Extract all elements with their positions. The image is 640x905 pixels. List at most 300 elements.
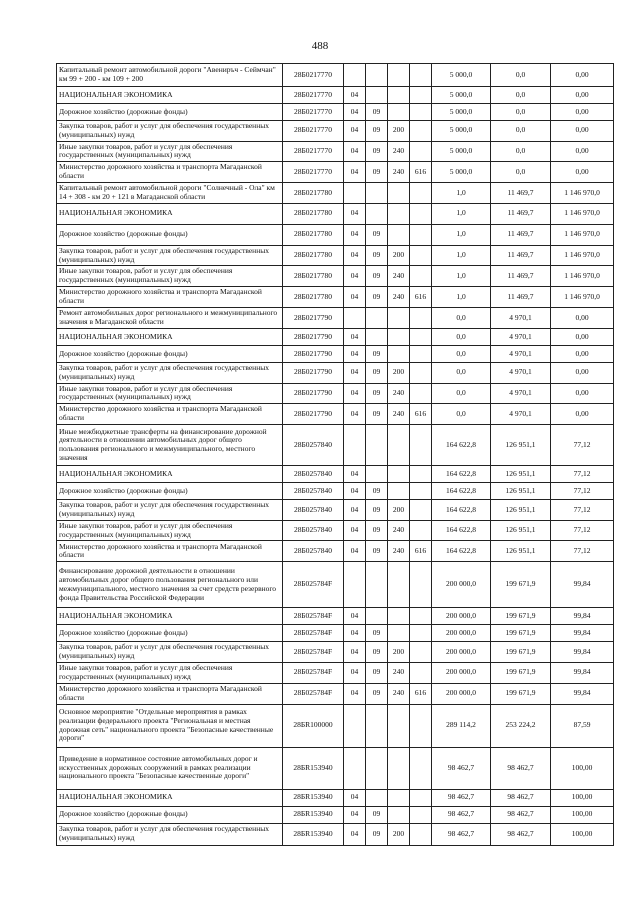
expense-type-cell: 240 [388, 404, 410, 425]
expense-type-cell [388, 87, 410, 104]
target-code-cell: 28БR153940 [283, 806, 344, 823]
actual-amount-cell: 126 951,1 [491, 425, 551, 466]
table-row [57, 642, 614, 663]
row-name-cell: Ремонт автомобильных дорог регионального и межмуниципального значения в Магаданской области [57, 307, 283, 328]
section-cell: 04 [344, 683, 366, 704]
actual-amount-cell: 11 469,7 [491, 203, 551, 224]
subsection-cell [366, 789, 388, 806]
table-row [57, 500, 614, 521]
admin-code-cell [410, 64, 432, 87]
plan-amount-cell: 98 462,7 [432, 747, 491, 789]
actual-amount-cell: 253 224,2 [491, 704, 551, 747]
subsection-cell: 09 [366, 345, 388, 362]
target-code-cell: 28Б0217770 [283, 141, 344, 162]
table-row [57, 104, 614, 121]
section-cell: 04 [344, 520, 366, 541]
subsection-cell: 09 [366, 141, 388, 162]
percent-cell: 77,12 [551, 466, 614, 483]
section-cell: 04 [344, 806, 366, 823]
budget-table-body [57, 64, 614, 846]
subsection-cell: 09 [366, 245, 388, 266]
target-code-cell: 28Б0257840 [283, 520, 344, 541]
row-name-cell: Капитальный ремонт автомобильной дороги "Солнечный - Ола" км 14 + 308 - км 20 + 121 в Магаданской области [57, 183, 283, 204]
section-cell [344, 562, 366, 608]
section-cell: 04 [344, 104, 366, 121]
actual-amount-cell: 11 469,7 [491, 286, 551, 307]
row-name-cell: НАЦИОНАЛЬНАЯ ЭКОНОМИКА [57, 466, 283, 483]
percent-cell: 99,84 [551, 608, 614, 625]
plan-amount-cell: 1,0 [432, 224, 491, 245]
admin-code-cell [410, 642, 432, 663]
expense-type-cell: 240 [388, 141, 410, 162]
section-cell: 04 [344, 404, 366, 425]
row-name-cell: НАЦИОНАЛЬНАЯ ЭКОНОМИКА [57, 608, 283, 625]
plan-amount-cell: 200 000,0 [432, 683, 491, 704]
expense-type-cell: 240 [388, 383, 410, 404]
actual-amount-cell: 199 671,9 [491, 642, 551, 663]
actual-amount-cell: 0,0 [491, 87, 551, 104]
row-name-cell: Министерство дорожного хозяйства и транспорта Магаданской области [57, 404, 283, 425]
table-row [57, 162, 614, 183]
table-row [57, 806, 614, 823]
plan-amount-cell: 5 000,0 [432, 141, 491, 162]
section-cell: 04 [344, 483, 366, 500]
percent-cell: 1 146 970,0 [551, 183, 614, 204]
row-name-cell: Иные закупки товаров, работ и услуг для обеспечения государственных (муниципальных) нужд [57, 662, 283, 683]
subsection-cell: 09 [366, 483, 388, 500]
percent-cell: 0,00 [551, 162, 614, 183]
row-name-cell: Дорожное хозяйство (дорожные фонды) [57, 625, 283, 642]
percent-cell: 0,00 [551, 383, 614, 404]
percent-cell: 1 146 970,0 [551, 203, 614, 224]
admin-code-cell [410, 328, 432, 345]
expense-type-cell [388, 224, 410, 245]
percent-cell: 1 146 970,0 [551, 266, 614, 287]
section-cell [344, 64, 366, 87]
target-code-cell: 28Б0217790 [283, 328, 344, 345]
expense-type-cell: 200 [388, 642, 410, 663]
row-name-cell: Иные закупки товаров, работ и услуг для обеспечения государственных (муниципальных) нужд [57, 520, 283, 541]
target-code-cell: 28Б025784F [283, 642, 344, 663]
admin-code-cell [410, 224, 432, 245]
table-row [57, 245, 614, 266]
target-code-cell: 28БR153940 [283, 789, 344, 806]
admin-code-cell [410, 203, 432, 224]
expense-type-cell: 240 [388, 266, 410, 287]
section-cell: 04 [344, 87, 366, 104]
subsection-cell [366, 203, 388, 224]
row-name-cell: Дорожное хозяйство (дорожные фонды) [57, 483, 283, 500]
actual-amount-cell: 4 970,1 [491, 404, 551, 425]
table-row [57, 328, 614, 345]
actual-amount-cell: 98 462,7 [491, 806, 551, 823]
percent-cell: 77,12 [551, 483, 614, 500]
plan-amount-cell: 0,0 [432, 383, 491, 404]
plan-amount-cell: 200 000,0 [432, 562, 491, 608]
percent-cell: 0,00 [551, 404, 614, 425]
admin-code-cell [410, 345, 432, 362]
row-name-cell: Министерство дорожного хозяйства и транспорта Магаданской области [57, 162, 283, 183]
percent-cell: 77,12 [551, 520, 614, 541]
admin-code-cell [410, 520, 432, 541]
admin-code-cell [410, 823, 432, 845]
plan-amount-cell: 164 622,8 [432, 500, 491, 521]
section-cell: 04 [344, 362, 366, 383]
target-code-cell: 28Б0217790 [283, 345, 344, 362]
plan-amount-cell: 164 622,8 [432, 520, 491, 541]
row-name-cell: Иные закупки товаров, работ и услуг для обеспечения государственных (муниципальных) нужд [57, 141, 283, 162]
plan-amount-cell: 98 462,7 [432, 806, 491, 823]
plan-amount-cell: 5 000,0 [432, 64, 491, 87]
admin-code-cell [410, 87, 432, 104]
admin-code-cell [410, 266, 432, 287]
expense-type-cell [388, 104, 410, 121]
target-code-cell: 28Б0257840 [283, 466, 344, 483]
admin-code-cell [410, 789, 432, 806]
actual-amount-cell: 98 462,7 [491, 747, 551, 789]
row-name-cell: НАЦИОНАЛЬНАЯ ЭКОНОМИКА [57, 789, 283, 806]
table-row [57, 747, 614, 789]
table-row [57, 224, 614, 245]
section-cell: 04 [344, 224, 366, 245]
section-cell: 04 [344, 266, 366, 287]
row-name-cell: Основное мероприятие "Отдельные мероприятия в рамках реализации федерального проекта "Региональная и местная дорожная сеть" национального проекта "Безопасные качественные дороги" [57, 704, 283, 747]
plan-amount-cell: 200 000,0 [432, 662, 491, 683]
percent-cell: 99,84 [551, 662, 614, 683]
section-cell: 04 [344, 383, 366, 404]
expense-type-cell [388, 328, 410, 345]
row-name-cell: Финансирование дорожной деятельности в отношении автомобильных дорог общего пользования регионального или межмуниципального, местного значения за счет средств резервного фонда Правительства Российской Федерации [57, 562, 283, 608]
percent-cell: 77,12 [551, 541, 614, 562]
percent-cell: 99,84 [551, 642, 614, 663]
row-name-cell: Министерство дорожного хозяйства и транспорта Магаданской области [57, 286, 283, 307]
percent-cell: 0,00 [551, 328, 614, 345]
page-number: 488 [311, 40, 329, 52]
target-code-cell: 28Б025784F [283, 683, 344, 704]
table-row [57, 425, 614, 466]
expense-type-cell: 240 [388, 683, 410, 704]
plan-amount-cell: 164 622,8 [432, 541, 491, 562]
target-code-cell: 28Б0217780 [283, 286, 344, 307]
percent-cell: 0,00 [551, 141, 614, 162]
table-row [57, 183, 614, 204]
target-code-cell: 28Б0257840 [283, 500, 344, 521]
percent-cell: 0,00 [551, 362, 614, 383]
expense-type-cell: 200 [388, 823, 410, 845]
section-cell: 04 [344, 500, 366, 521]
admin-code-cell [410, 104, 432, 121]
subsection-cell [366, 466, 388, 483]
expense-type-cell: 240 [388, 162, 410, 183]
section-cell: 04 [344, 642, 366, 663]
subsection-cell: 09 [366, 266, 388, 287]
admin-code-cell [410, 662, 432, 683]
subsection-cell: 09 [366, 362, 388, 383]
actual-amount-cell: 11 469,7 [491, 245, 551, 266]
subsection-cell [366, 307, 388, 328]
section-cell: 04 [344, 625, 366, 642]
plan-amount-cell: 200 000,0 [432, 625, 491, 642]
actual-amount-cell: 98 462,7 [491, 789, 551, 806]
actual-amount-cell: 199 671,9 [491, 683, 551, 704]
plan-amount-cell: 1,0 [432, 286, 491, 307]
section-cell: 04 [344, 789, 366, 806]
admin-code-cell [410, 500, 432, 521]
target-code-cell: 28Б025784F [283, 625, 344, 642]
subsection-cell [366, 87, 388, 104]
expense-type-cell [388, 806, 410, 823]
table-row [57, 541, 614, 562]
admin-code-cell [410, 362, 432, 383]
subsection-cell: 09 [366, 286, 388, 307]
expense-type-cell [388, 345, 410, 362]
row-name-cell: Министерство дорожного хозяйства и транспорта Магаданской области [57, 683, 283, 704]
expense-type-cell: 240 [388, 541, 410, 562]
plan-amount-cell: 5 000,0 [432, 121, 491, 142]
percent-cell: 0,00 [551, 345, 614, 362]
table-row [57, 520, 614, 541]
target-code-cell: 28Б0217770 [283, 162, 344, 183]
percent-cell: 100,00 [551, 823, 614, 845]
plan-amount-cell: 5 000,0 [432, 104, 491, 121]
target-code-cell: 28Б0217780 [283, 183, 344, 204]
target-code-cell: 28Б0217790 [283, 307, 344, 328]
expense-type-cell [388, 466, 410, 483]
expense-type-cell [388, 183, 410, 204]
plan-amount-cell: 200 000,0 [432, 642, 491, 663]
expense-type-cell [388, 747, 410, 789]
admin-code-cell [410, 307, 432, 328]
percent-cell: 1 146 970,0 [551, 224, 614, 245]
subsection-cell [366, 328, 388, 345]
section-cell: 04 [344, 286, 366, 307]
target-code-cell: 28Б0217790 [283, 404, 344, 425]
target-code-cell: 28Б0217770 [283, 64, 344, 87]
expense-type-cell [388, 704, 410, 747]
subsection-cell: 09 [366, 823, 388, 845]
target-code-cell: 28Б0217780 [283, 245, 344, 266]
target-code-cell: 28Б0217770 [283, 87, 344, 104]
target-code-cell: 28Б025784F [283, 562, 344, 608]
section-cell: 04 [344, 141, 366, 162]
actual-amount-cell: 199 671,9 [491, 662, 551, 683]
expense-type-cell [388, 483, 410, 500]
section-cell: 04 [344, 162, 366, 183]
table-row [57, 87, 614, 104]
subsection-cell: 09 [366, 383, 388, 404]
subsection-cell: 09 [366, 500, 388, 521]
table-row [57, 141, 614, 162]
admin-code-cell [410, 562, 432, 608]
percent-cell: 0,00 [551, 64, 614, 87]
table-row [57, 286, 614, 307]
expense-type-cell [388, 562, 410, 608]
expense-type-cell: 200 [388, 362, 410, 383]
table-row [57, 266, 614, 287]
section-cell: 04 [344, 662, 366, 683]
plan-amount-cell: 289 114,2 [432, 704, 491, 747]
subsection-cell [366, 425, 388, 466]
actual-amount-cell: 126 951,1 [491, 483, 551, 500]
expense-type-cell: 200 [388, 500, 410, 521]
section-cell [344, 747, 366, 789]
actual-amount-cell: 4 970,1 [491, 383, 551, 404]
actual-amount-cell: 0,0 [491, 121, 551, 142]
subsection-cell [366, 562, 388, 608]
admin-code-cell: 616 [410, 404, 432, 425]
actual-amount-cell: 4 970,1 [491, 345, 551, 362]
table-row [57, 704, 614, 747]
admin-code-cell [410, 625, 432, 642]
target-code-cell: 28Б0257840 [283, 483, 344, 500]
row-name-cell: Закупка товаров, работ и услуг для обеспечения государственных (муниципальных) нужд [57, 823, 283, 845]
section-cell: 04 [344, 328, 366, 345]
admin-code-cell: 616 [410, 162, 432, 183]
percent-cell: 77,12 [551, 500, 614, 521]
percent-cell: 0,00 [551, 121, 614, 142]
plan-amount-cell: 0,0 [432, 345, 491, 362]
plan-amount-cell: 200 000,0 [432, 608, 491, 625]
row-name-cell: Дорожное хозяйство (дорожные фонды) [57, 104, 283, 121]
admin-code-cell [410, 121, 432, 142]
row-name-cell: Закупка товаров, работ и услуг для обеспечения государственных (муниципальных) нужд [57, 500, 283, 521]
plan-amount-cell: 164 622,8 [432, 425, 491, 466]
percent-cell: 87,59 [551, 704, 614, 747]
row-name-cell: НАЦИОНАЛЬНАЯ ЭКОНОМИКА [57, 203, 283, 224]
plan-amount-cell: 98 462,7 [432, 823, 491, 845]
table-row [57, 562, 614, 608]
row-name-cell: Закупка товаров, работ и услуг для обеспечения государственных (муниципальных) нужд [57, 245, 283, 266]
admin-code-cell [410, 141, 432, 162]
plan-amount-cell: 164 622,8 [432, 483, 491, 500]
admin-code-cell [410, 608, 432, 625]
table-row [57, 823, 614, 845]
admin-code-cell [410, 747, 432, 789]
row-name-cell: Иные закупки товаров, работ и услуг для обеспечения государственных (муниципальных) нужд [57, 266, 283, 287]
row-name-cell: Иные межбюджетные трансферты на финансирование дорожной деятельности в отношении автомобильных дорог общего пользования регионального и межмуниципального, местного значения [57, 425, 283, 466]
target-code-cell: 28Б0217770 [283, 121, 344, 142]
subsection-cell [366, 183, 388, 204]
section-cell: 04 [344, 203, 366, 224]
expense-type-cell: 200 [388, 245, 410, 266]
expense-type-cell: 240 [388, 520, 410, 541]
row-name-cell: Иные закупки товаров, работ и услуг для обеспечения государственных (муниципальных) нужд [57, 383, 283, 404]
plan-amount-cell: 0,0 [432, 404, 491, 425]
section-cell: 04 [344, 541, 366, 562]
plan-amount-cell: 98 462,7 [432, 789, 491, 806]
target-code-cell: 28Б025784F [283, 608, 344, 625]
subsection-cell: 09 [366, 520, 388, 541]
actual-amount-cell: 98 462,7 [491, 823, 551, 845]
subsection-cell: 09 [366, 224, 388, 245]
subsection-cell: 09 [366, 121, 388, 142]
percent-cell: 0,00 [551, 104, 614, 121]
subsection-cell: 09 [366, 642, 388, 663]
section-cell [344, 183, 366, 204]
row-name-cell: Дорожное хозяйство (дорожные фонды) [57, 224, 283, 245]
plan-amount-cell: 1,0 [432, 203, 491, 224]
percent-cell: 1 146 970,0 [551, 286, 614, 307]
expense-type-cell: 240 [388, 662, 410, 683]
table-row [57, 362, 614, 383]
plan-amount-cell: 0,0 [432, 362, 491, 383]
plan-amount-cell: 0,0 [432, 307, 491, 328]
admin-code-cell [410, 483, 432, 500]
table-row [57, 345, 614, 362]
percent-cell: 1 146 970,0 [551, 245, 614, 266]
row-name-cell: Закупка товаров, работ и услуг для обеспечения государственных (муниципальных) нужд [57, 642, 283, 663]
actual-amount-cell: 11 469,7 [491, 224, 551, 245]
percent-cell: 100,00 [551, 789, 614, 806]
target-code-cell: 28БR153940 [283, 747, 344, 789]
row-name-cell: Дорожное хозяйство (дорожные фонды) [57, 345, 283, 362]
percent-cell: 100,00 [551, 806, 614, 823]
percent-cell: 0,00 [551, 307, 614, 328]
target-code-cell: 28Б0217780 [283, 203, 344, 224]
percent-cell: 99,84 [551, 683, 614, 704]
expense-type-cell: 240 [388, 286, 410, 307]
section-cell [344, 704, 366, 747]
expense-type-cell [388, 608, 410, 625]
plan-amount-cell: 5 000,0 [432, 162, 491, 183]
percent-cell: 99,84 [551, 562, 614, 608]
plan-amount-cell: 164 622,8 [432, 466, 491, 483]
actual-amount-cell: 4 970,1 [491, 328, 551, 345]
table-row [57, 64, 614, 87]
expense-type-cell: 200 [388, 121, 410, 142]
admin-code-cell: 616 [410, 541, 432, 562]
expense-type-cell [388, 789, 410, 806]
budget-table [56, 63, 614, 846]
actual-amount-cell: 11 469,7 [491, 266, 551, 287]
admin-code-cell [410, 183, 432, 204]
section-cell: 04 [344, 245, 366, 266]
subsection-cell: 09 [366, 683, 388, 704]
actual-amount-cell: 4 970,1 [491, 362, 551, 383]
percent-cell: 0,00 [551, 87, 614, 104]
row-name-cell: Министерство дорожного хозяйства и транспорта Магаданской области [57, 541, 283, 562]
expense-type-cell [388, 307, 410, 328]
subsection-cell: 09 [366, 806, 388, 823]
section-cell [344, 307, 366, 328]
admin-code-cell [410, 425, 432, 466]
table-row [57, 662, 614, 683]
section-cell: 04 [344, 466, 366, 483]
subsection-cell [366, 64, 388, 87]
target-code-cell: 28Б0217790 [283, 362, 344, 383]
table-row [57, 383, 614, 404]
admin-code-cell [410, 383, 432, 404]
target-code-cell: 28Б025784F [283, 662, 344, 683]
subsection-cell: 09 [366, 662, 388, 683]
admin-code-cell [410, 806, 432, 823]
subsection-cell: 09 [366, 162, 388, 183]
actual-amount-cell: 199 671,9 [491, 625, 551, 642]
target-code-cell: 28БR153940 [283, 823, 344, 845]
row-name-cell: Закупка товаров, работ и услуг для обеспечения государственных (муниципальных) нужд [57, 121, 283, 142]
row-name-cell: Дорожное хозяйство (дорожные фонды) [57, 806, 283, 823]
percent-cell: 100,00 [551, 747, 614, 789]
subsection-cell: 09 [366, 404, 388, 425]
table-row [57, 483, 614, 500]
table-row [57, 789, 614, 806]
actual-amount-cell: 199 671,9 [491, 608, 551, 625]
section-cell: 04 [344, 608, 366, 625]
row-name-cell: Приведение в нормативное состояние автомобильных дорог и искусственных дорожных сооружений в рамках реализации национального проекта "Безопасные качественные дороги" [57, 747, 283, 789]
subsection-cell [366, 608, 388, 625]
actual-amount-cell: 11 469,7 [491, 183, 551, 204]
actual-amount-cell: 0,0 [491, 162, 551, 183]
